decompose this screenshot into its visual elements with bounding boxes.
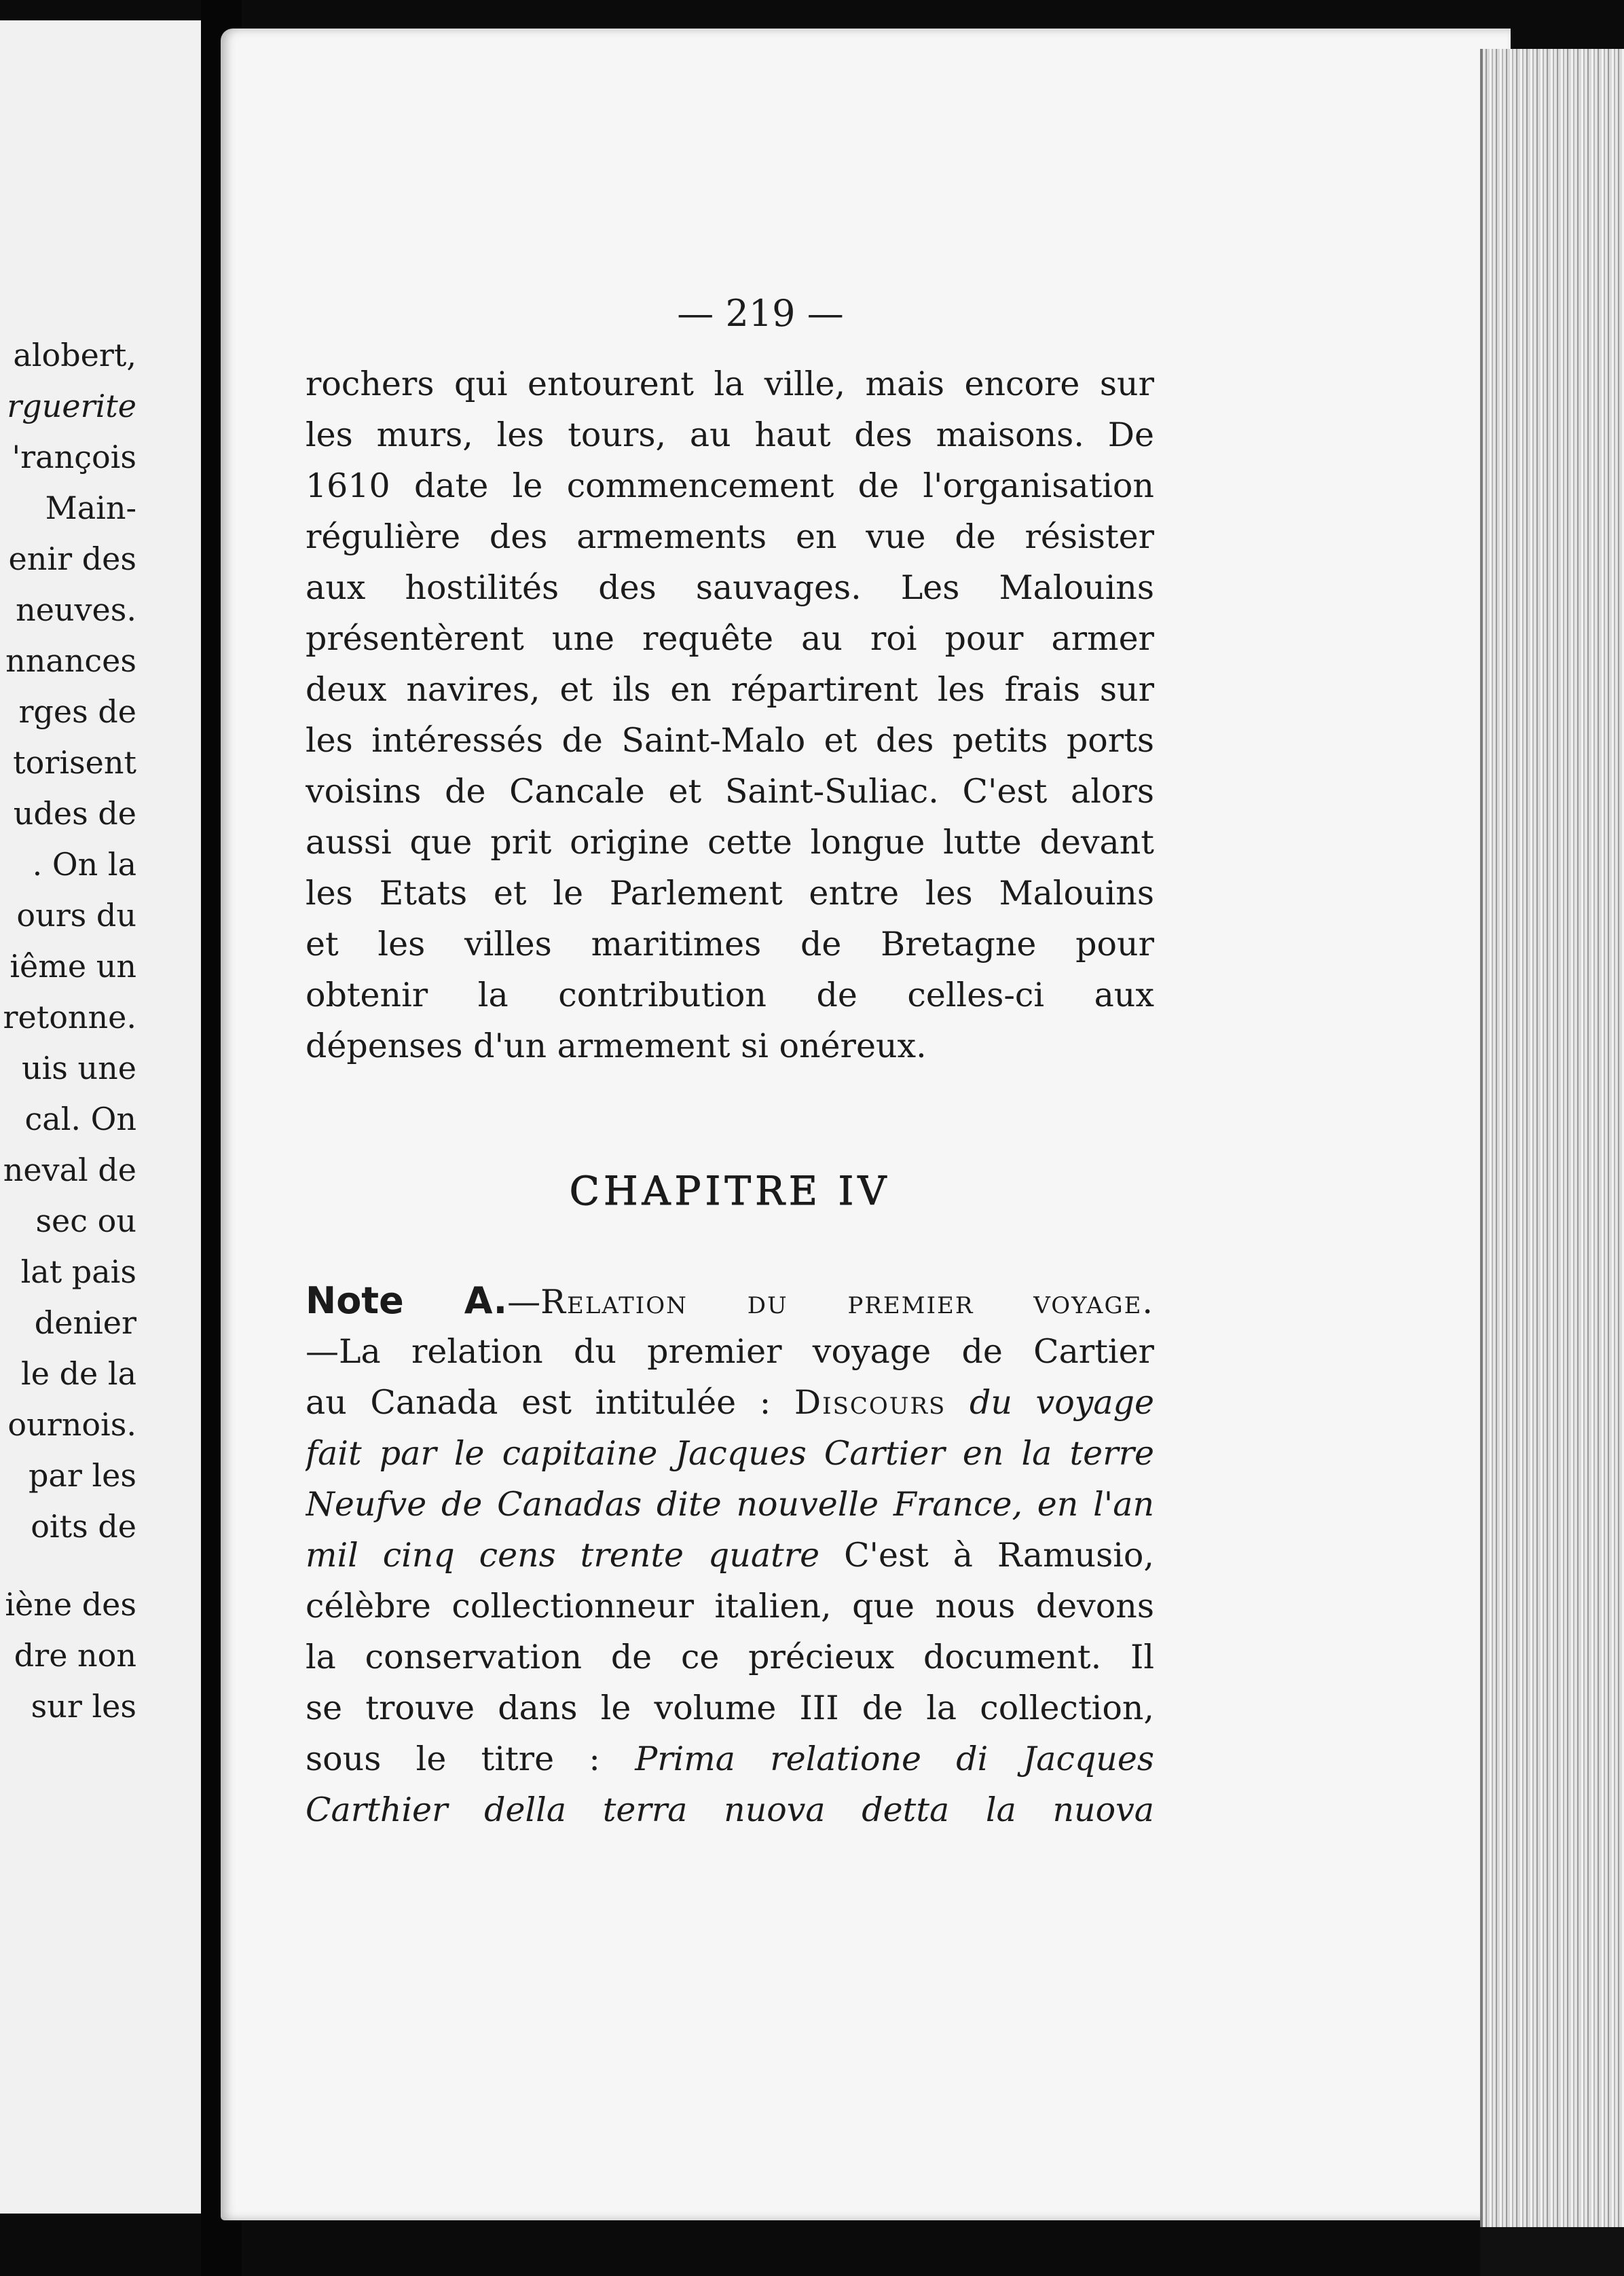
- title-italic: en l'an: [1037, 1485, 1154, 1524]
- text-line: voisins de Cancale et Saint-Suliac. C'est alors: [306, 772, 1154, 811]
- text-line: [306, 1479, 1154, 1530]
- left-page-line: rges de: [18, 693, 136, 730]
- left-page-line: dre non: [14, 1637, 136, 1674]
- left-page-line: enir des: [8, 540, 136, 577]
- left-page-line: sur les: [31, 1688, 136, 1725]
- left-page-line: neuves.: [16, 591, 136, 628]
- title-italic: Prima relatione di Jacques: [635, 1740, 1154, 1778]
- title-italic: Neufve de Canadas dite nouvelle France,: [306, 1485, 1023, 1524]
- title-italic: mil cinq cens trente quatre: [306, 1536, 820, 1575]
- text-line: les Etats et le Parlement entre les Malouins: [306, 874, 1154, 913]
- note-heading-line: [306, 1275, 1154, 1326]
- text-line: et les villes maritimes de Bretagne pour: [306, 925, 1154, 963]
- left-page-line: nnances: [5, 642, 136, 679]
- left-page-line: cal. On: [24, 1101, 136, 1137]
- note-a-paragraph: [306, 1275, 1154, 1835]
- text-line: —La relation du premier voyage de Cartier: [306, 1332, 1154, 1371]
- chapter-title: CHAPITRE IV: [569, 1168, 891, 1214]
- text-line: fait par le capitaine Jacques Cartier en la terre: [306, 1434, 1154, 1473]
- text-line: les intéressés de Saint-Malo et des petits ports: [306, 721, 1154, 760]
- left-page-line: Main-: [45, 490, 136, 526]
- text-line: aux hostilités des sauvages. Les Malouins: [306, 568, 1154, 607]
- page-number: — 219 —: [677, 292, 844, 335]
- title-smallcaps: Discours: [794, 1383, 946, 1422]
- title-italic: du voyage: [969, 1383, 1154, 1422]
- left-page-line: iène des: [5, 1586, 136, 1623]
- left-page-line: oits de: [31, 1508, 136, 1545]
- paragraph-continued: [306, 359, 1154, 1071]
- left-page-line: alobert,: [13, 337, 136, 373]
- text-line: les murs, les tours, au haut des maisons. De: [306, 416, 1154, 454]
- text-line: présentèrent une requête au roi pour armer: [306, 619, 1154, 658]
- left-page-line: sec ou: [35, 1203, 136, 1239]
- left-page-line: le de la: [21, 1355, 136, 1392]
- left-page-line: . On la: [32, 846, 136, 883]
- text-line: rochers qui entourent la ville, mais encore sur: [306, 365, 1154, 403]
- text-line: se trouve dans le volume III de la collection,: [306, 1689, 1154, 1727]
- text-line: la conservation de ce précieux document. Il: [306, 1638, 1154, 1676]
- text-line: deux navires, et ils en répartirent les frais sur: [306, 670, 1154, 709]
- left-page-line: rguerite: [7, 388, 136, 424]
- text-line: [306, 1377, 1154, 1428]
- left-page-line: 'rançois: [12, 439, 136, 475]
- text-line: [306, 1733, 1154, 1784]
- text-line: obtenir la contribution de celles-ci aux: [306, 976, 1154, 1014]
- text-line: dépenses d'un armement si onéreux.: [306, 1027, 927, 1065]
- left-page-line: ournois.: [7, 1406, 136, 1443]
- left-page-line: torisent: [13, 744, 136, 781]
- note-dash: —: [507, 1283, 541, 1321]
- text-span: sous le titre :: [306, 1740, 600, 1778]
- page-edges-shadow: [1480, 2227, 1624, 2276]
- left-page-line: iême un: [10, 948, 136, 985]
- text-line: [306, 1530, 1154, 1581]
- page-edges-stack: [1480, 49, 1624, 2249]
- left-page-line: ours du: [16, 897, 136, 934]
- left-page-line: uis une: [21, 1050, 136, 1086]
- note-label: Note A.: [306, 1279, 508, 1322]
- right-page: [221, 29, 1511, 2220]
- left-facing-page: [0, 20, 201, 2214]
- note-heading: Relation du premier voyage.: [540, 1283, 1154, 1321]
- text-span: C'est à Ramusio,: [844, 1536, 1154, 1575]
- left-page-line: neval de: [3, 1152, 136, 1188]
- left-page-line: denier: [34, 1304, 136, 1341]
- left-page-line: lat pais: [20, 1253, 136, 1290]
- text-line: célèbre collectionneur italien, que nous devons: [306, 1587, 1154, 1626]
- text-line: aussi que prit origine cette longue lutte devant: [306, 823, 1154, 862]
- left-page-line: retonne.: [3, 999, 136, 1035]
- text-line: régulière des armements en vue de résister: [306, 517, 1154, 556]
- text-span: au Canada est intitulée :: [306, 1383, 771, 1422]
- left-page-line: udes de: [13, 795, 136, 832]
- left-page-line: par les: [28, 1457, 136, 1494]
- text-line: 1610 date le commencement de l'organisation: [306, 466, 1154, 505]
- text-line: Carthier della terra nuova detta la nuova: [306, 1791, 1154, 1829]
